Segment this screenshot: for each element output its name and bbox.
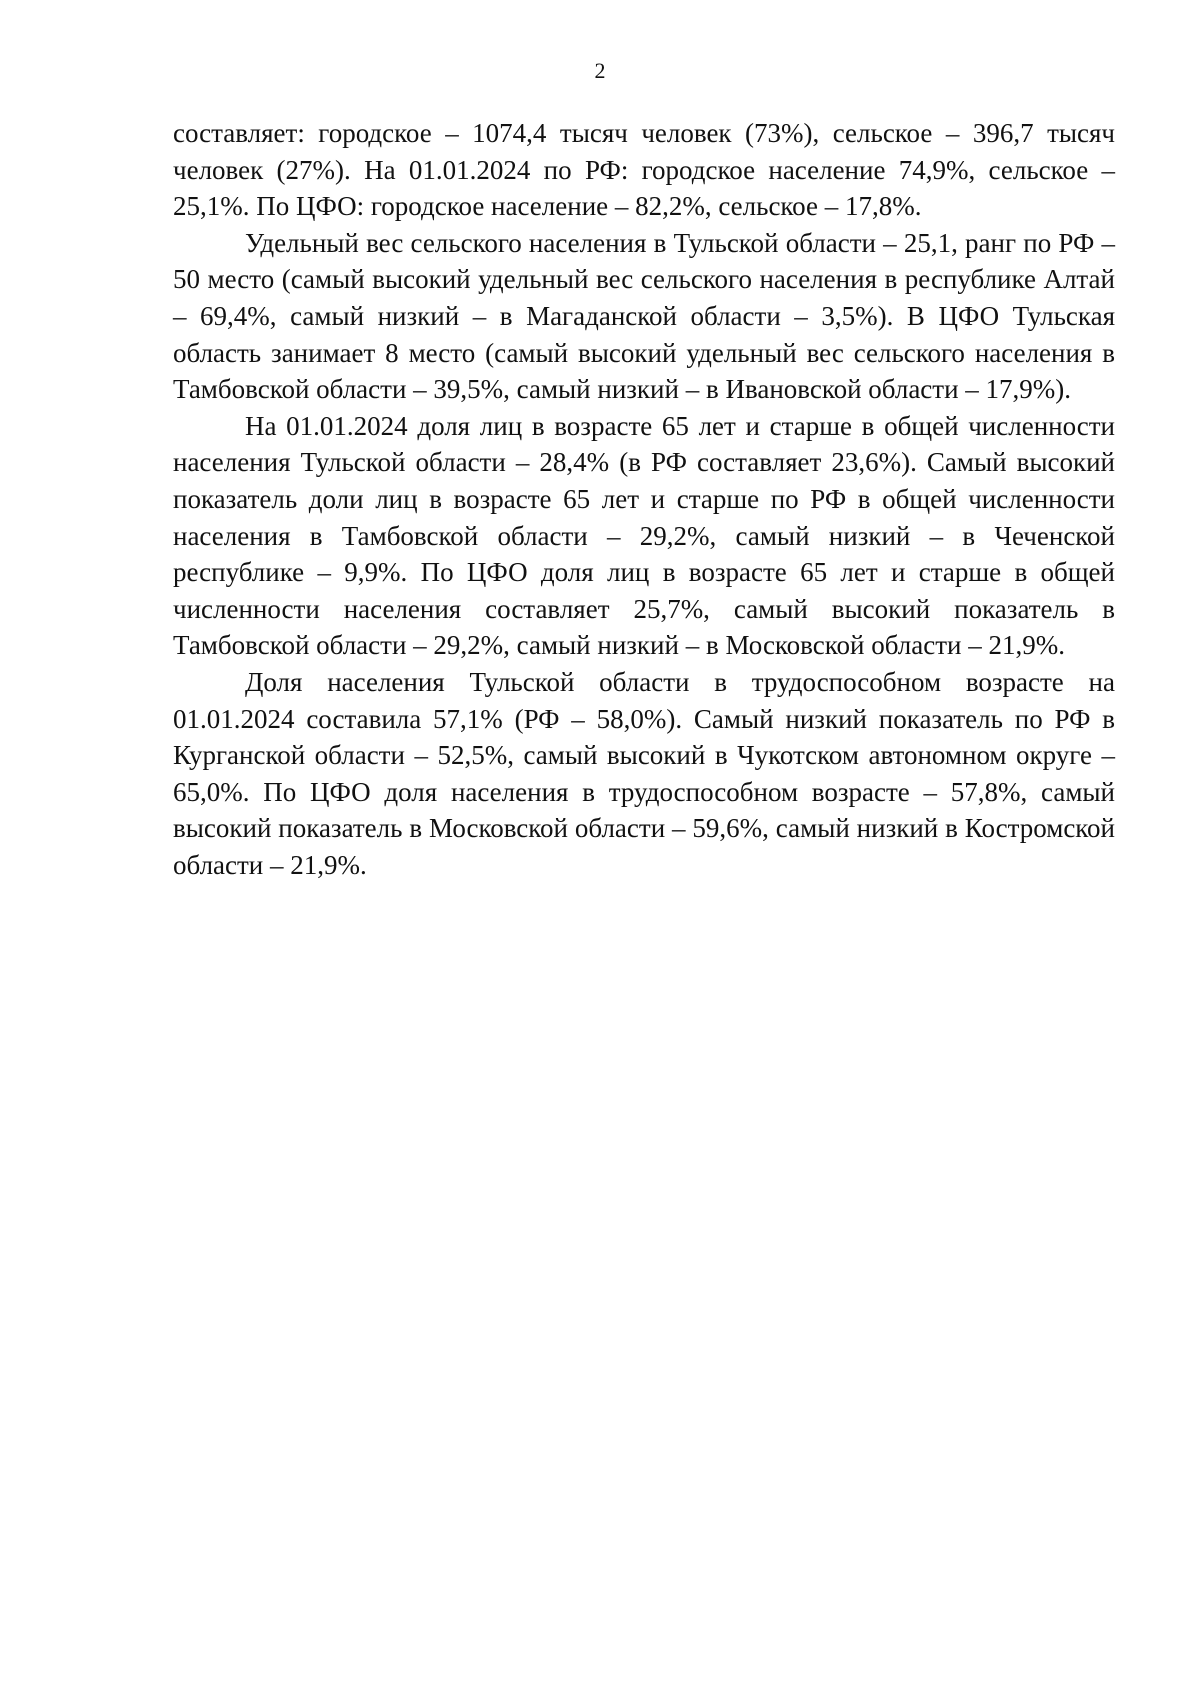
paragraph-population-urban-rural: составляет: городское – 1074,4 тысяч человек (73%), сельское – 396,7 тысяч человек (27%). На 01.01.2024 по РФ: городское население 74,9%, сельское – 25,1%. По ЦФО: городское население – 82,2%, сельское – 17,8%.	[173, 118, 1115, 222]
paragraph-rural-share: Удельный вес сельского населения в Тульской области – 25,1, ранг по РФ – 50 место (самый высокий удельный вес сельского населения в республике Алтай – 69,4%, самый низкий – в Магаданской области – 3,5%). В ЦФО Тульская область занимает 8 место (самый высокий удельный вес сельского населения в Тамбовской области – 39,5%, самый низкий – в Ивановской области – 17,9%).	[173, 227, 1115, 405]
paragraph-age-65-plus: На 01.01.2024 доля лиц в возрасте 65 лет и старше в общей численности населения Тульской области – 28,4% (в РФ составляет 23,6%). Самый высокий показатель доли лиц в возрасте 65 лет и старше по РФ в общей численности населения в Тамбовской области – 29,2%, самый низкий – в Чеченской республике – 9,9%. По ЦФО доля лиц в возрасте 65 лет и старше в общей численности населения составляет 25,7%, самый высокий показатель в Тамбовской области – 29,2%, самый низкий – в Московской области – 21,9%.	[173, 410, 1115, 661]
page-number: 2	[594, 58, 606, 83]
document-body	[173, 115, 1115, 883]
paragraph-working-age: Доля населения Тульской области в трудоспособном возрасте на 01.01.2024 составила 57,1% (РФ – 58,0%). Самый низкий показатель по РФ в Курганской области – 52,5%, самый высокий в Чукотском автономном округе – 65,0%. По ЦФО доля населения в трудоспособном возрасте – 57,8%, самый высокий показатель в Московской области – 59,6%, самый низкий в Костромской области – 21,9%.	[173, 666, 1115, 880]
